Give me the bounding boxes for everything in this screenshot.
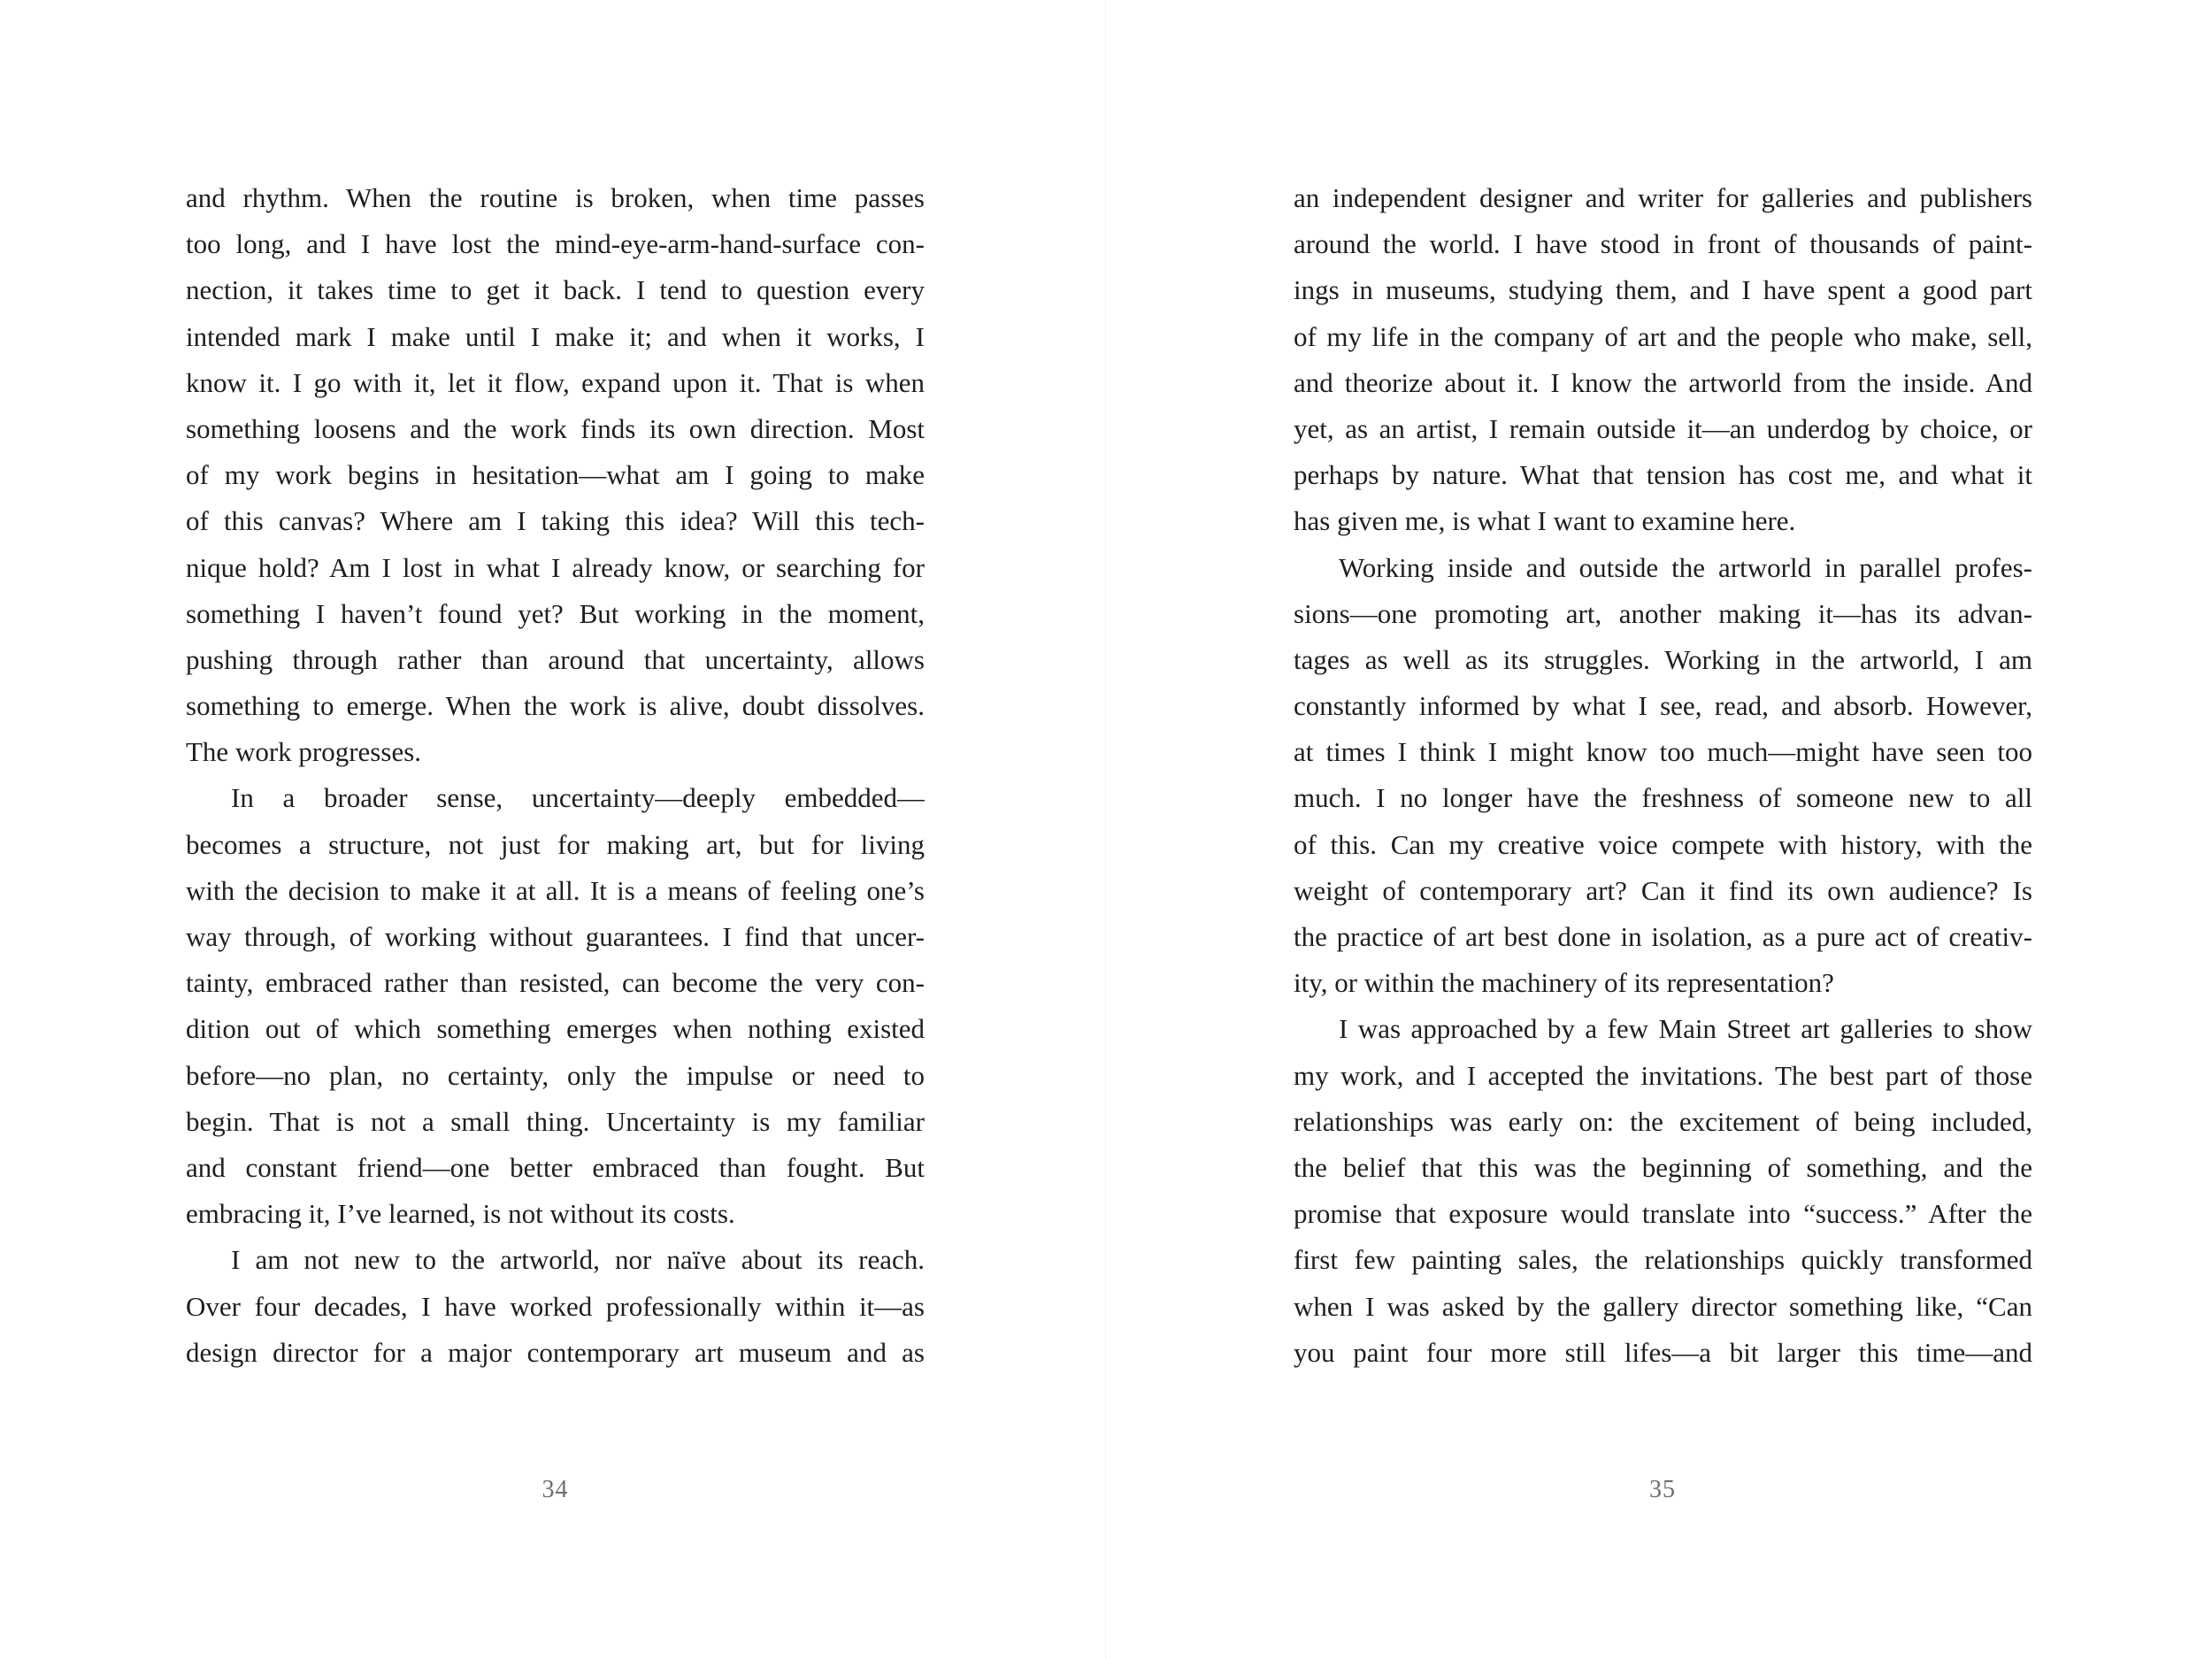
text-line: tainty, embraced rather than resisted, can become the very con- bbox=[186, 967, 925, 999]
text-line: tages as well as its struggles. Working in the artworld, I am bbox=[1294, 643, 2032, 675]
text-line: weight of contemporary art? Can it find its own audience? Is bbox=[1294, 874, 2032, 906]
text-line: embracing it, I’ve learned, is not without its costs. bbox=[186, 1198, 735, 1230]
text-line: the practice of art best done in isolation, as a pure act of creativ- bbox=[1294, 921, 2032, 952]
text-line: relationships was early on: the excitement of being included, bbox=[1294, 1105, 2032, 1137]
paragraph-first-line: Working inside and outside the artworld in parallel profes- bbox=[1339, 551, 2032, 583]
paragraph-first-line: In a broader sense, uncertainty—deeply embedded— bbox=[231, 782, 925, 814]
text-line: too long, and I have lost the mind-eye-arm-hand-surface con- bbox=[186, 228, 925, 260]
text-line: something to emerge. When the work is alive, doubt dissolves. bbox=[186, 690, 925, 722]
text-line: sions—one promoting art, another making it—has its advan- bbox=[1294, 597, 2032, 629]
paragraph-first-line: I was approached by a few Main Street art galleries to show bbox=[1339, 1013, 2032, 1045]
text-line: the belief that this was the beginning of something, and the bbox=[1294, 1151, 2032, 1183]
left-page-text bbox=[186, 175, 925, 1376]
text-line: intended mark I make until I make it; and when it works, I bbox=[186, 320, 925, 352]
text-line: of this canvas? Where am I taking this idea? Will this tech- bbox=[186, 505, 925, 537]
text-line: my work, and I accepted the invitations. The best part of those bbox=[1294, 1059, 2032, 1091]
text-line: pushing through rather than around that uncertainty, allows bbox=[186, 643, 925, 675]
right-page-text bbox=[1294, 175, 2032, 1376]
text-line: and constant friend—one better embraced than fought. But bbox=[186, 1151, 925, 1183]
text-line: Over four decades, I have worked professionally within it—as bbox=[186, 1290, 925, 1322]
text-line: something loosens and the work finds its own direction. Most bbox=[186, 412, 925, 444]
text-line: dition out of which something emerges when nothing existed bbox=[186, 1013, 925, 1045]
page-number: 34 bbox=[541, 1476, 569, 1503]
text-line: much. I no longer have the freshness of someone new to all bbox=[1294, 782, 2032, 814]
text-line: becomes a structure, not just for making art, but for living bbox=[186, 828, 925, 860]
text-line: something I haven’t found yet? But working in the moment, bbox=[186, 597, 925, 629]
text-line: nique hold? Am I lost in what I already know, or searching for bbox=[186, 551, 925, 583]
text-line: of this. Can my creative voice compete with history, with the bbox=[1294, 828, 2032, 860]
text-line: of my life in the company of art and the people who make, sell, bbox=[1294, 320, 2032, 352]
text-line: know it. I go with it, let it flow, expand upon it. That is when bbox=[186, 366, 925, 398]
text-line: constantly informed by what I see, read, and absorb. However, bbox=[1294, 690, 2032, 722]
text-line: perhaps by nature. What that tension has cost me, and what it bbox=[1294, 459, 2032, 491]
text-line: and rhythm. When the routine is broken, when time passes bbox=[186, 182, 925, 213]
text-line: around the world. I have stood in front of thousands of paint- bbox=[1294, 228, 2032, 260]
text-line: The work progresses. bbox=[186, 736, 422, 768]
text-line: of my work begins in hesitation—what am I going to make bbox=[186, 459, 925, 491]
text-line: has given me, is what I want to examine here. bbox=[1294, 505, 1796, 537]
paragraph-first-line: I am not new to the artworld, nor naïve about its reach. bbox=[231, 1244, 925, 1276]
text-line: at times I think I might know too much—might have seen too bbox=[1294, 736, 2032, 768]
text-line: before—no plan, no certainty, only the impulse or need to bbox=[186, 1059, 925, 1091]
text-line: ings in museums, studying them, and I have spent a good part bbox=[1294, 274, 2032, 306]
text-line: ity, or within the machinery of its representation? bbox=[1294, 967, 1834, 999]
text-line: you paint four more still lifes—a bit larger this time—and bbox=[1294, 1336, 2032, 1368]
text-line: yet, as an artist, I remain outside it—an underdog by choice, or bbox=[1294, 412, 2032, 444]
text-line: promise that exposure would translate into “success.” After the bbox=[1294, 1198, 2032, 1230]
right-page bbox=[1106, 0, 2212, 1659]
text-line: first few painting sales, the relationships quickly transformed bbox=[1294, 1244, 2032, 1276]
text-line: design director for a major contemporary art museum and as bbox=[186, 1336, 925, 1368]
text-line: an independent designer and writer for galleries and publishers bbox=[1294, 182, 2032, 213]
text-line: with the decision to make it at all. It is a means of feeling one’s bbox=[186, 874, 925, 906]
text-line: way through, of working without guarantees. I find that uncer- bbox=[186, 921, 925, 952]
text-line: when I was asked by the gallery director something like, “Can bbox=[1294, 1290, 2032, 1322]
text-line: begin. That is not a small thing. Uncertainty is my familiar bbox=[186, 1105, 925, 1137]
text-line: nection, it takes time to get it back. I tend to question every bbox=[186, 274, 925, 306]
page-number: 35 bbox=[1649, 1476, 1676, 1503]
text-line: and theorize about it. I know the artworld from the inside. And bbox=[1294, 366, 2032, 398]
